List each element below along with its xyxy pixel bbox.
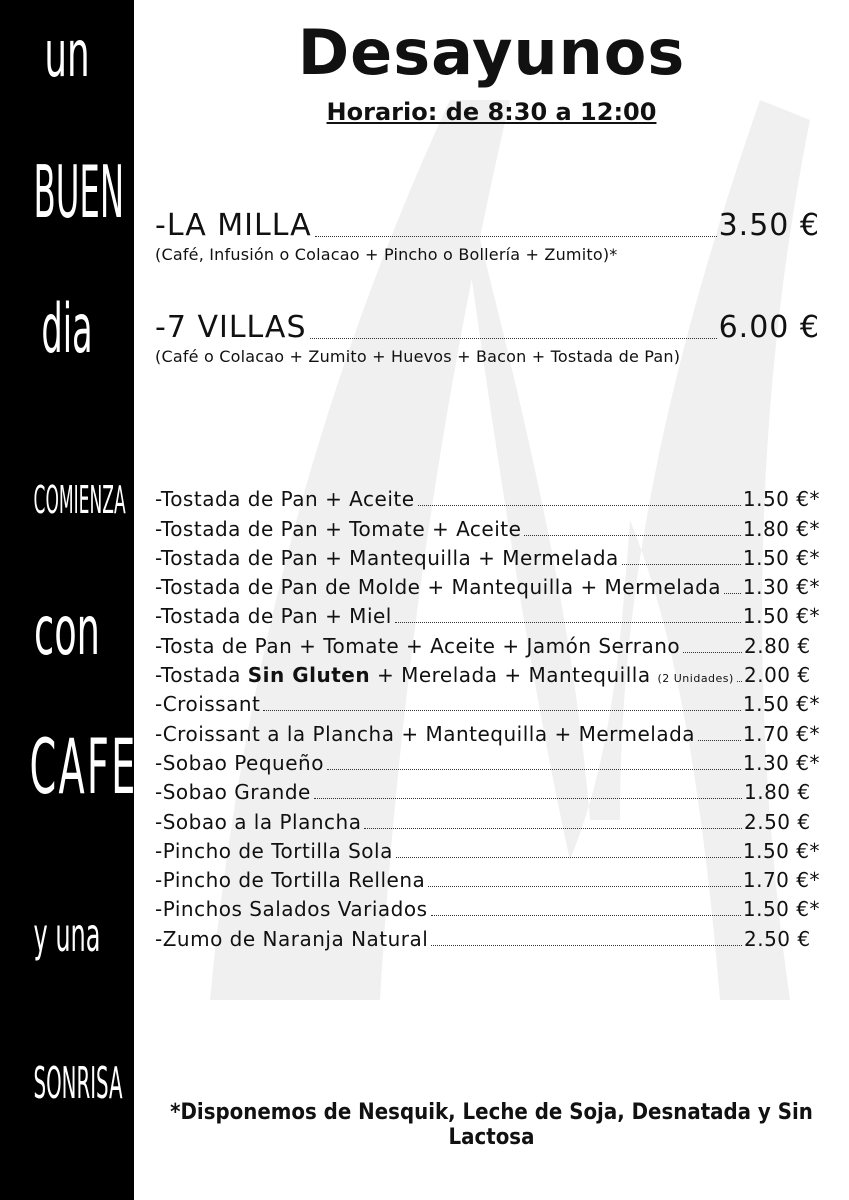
menu-item: [155, 599, 820, 628]
menu-item-name: -Croissant: [155, 692, 261, 717]
dot-leader: [314, 797, 742, 799]
dot-leader: [263, 709, 741, 711]
dot-leader: [431, 914, 741, 916]
featured-item-name: -7 VILLAS: [155, 310, 307, 345]
menu-item-price: 1.70 €*: [742, 868, 820, 893]
featured-item-price: 6.00 €: [718, 310, 820, 345]
menu-item: [155, 482, 820, 511]
featured-item: [155, 208, 820, 264]
menu-item-name: -Tostada de Pan + Aceite: [155, 487, 415, 512]
featured-item-price: 3.50 €: [718, 208, 820, 243]
menu-item: [155, 511, 820, 540]
menu-item-price: 1.80 €: [744, 780, 811, 805]
menu-item-price: 1.30 €*: [742, 750, 820, 775]
menu-item-name: -Tostada de Pan de Molde + Mantequilla + Mermelada: [155, 575, 722, 600]
featured-item-name: -LA MILLA: [155, 208, 312, 243]
menu-item-name: -Sobao a la Plancha: [155, 809, 362, 834]
dot-leader: [683, 651, 742, 653]
menu-item-name: -Pinchos Salados Variados: [155, 897, 428, 922]
menu-item-price: 1.50 €*: [742, 692, 820, 717]
slogan-word-y-una: y una: [33, 908, 101, 962]
menu-item-price: 1.50 €*: [742, 545, 820, 570]
dot-leader: [364, 827, 742, 829]
menu-item-price: 2.80 €: [744, 633, 811, 658]
dot-leader: [315, 235, 717, 237]
dot-leader: [418, 504, 741, 506]
menu-item: [155, 541, 820, 570]
menu-item-name: -Zumo de Naranja Natural: [155, 926, 429, 951]
slogan-word-comienza: COMIENZA: [33, 478, 126, 522]
dot-leader: [431, 944, 742, 946]
menu-item-name: -Croissant a la Plancha + Mantequilla + Mermelada: [155, 721, 696, 746]
menu-item-price: 1.30 €*: [742, 575, 820, 600]
dot-leader: [698, 739, 741, 741]
featured-item-description: (Café, Infusión o Colacao + Pincho o Bollería + Zumito)*: [155, 245, 618, 264]
gluten-free-label: Sin Gluten: [247, 663, 371, 688]
menu-item-price: 1.70 €*: [742, 721, 820, 746]
menu-item: [155, 716, 820, 745]
menu-item-name: -Sobao Pequeño: [155, 750, 324, 775]
menu-item: [155, 892, 820, 921]
slogan-word-buen: BUEN: [33, 150, 125, 234]
dot-leader: [622, 563, 741, 565]
slogan-word-sonrisa: SONRISA: [33, 1058, 123, 1109]
menu-list: [155, 482, 820, 951]
page-title: Desayunos: [297, 16, 686, 89]
dot-leader: [327, 768, 741, 770]
menu-item: [155, 658, 820, 687]
slogan-word-un: un: [44, 18, 90, 92]
menu-item-name: -Tostada de Pan + Mantequilla + Mermelada: [155, 545, 619, 570]
menu-item-name: -Tosta de Pan + Tomate + Aceite + Jamón Serrano: [155, 633, 681, 658]
menu-item: [155, 687, 820, 716]
featured-item: [155, 310, 820, 366]
sidebar-slogan: [0, 0, 138, 1200]
dot-leader: [737, 680, 742, 682]
dot-leader: [310, 337, 717, 339]
slogan-word-cafe: CAFE: [29, 722, 138, 811]
menu-item: [155, 746, 820, 775]
menu-item: [155, 921, 820, 950]
dot-leader: [524, 534, 740, 536]
menu-item: [155, 570, 820, 599]
menu-item-name: -Pincho de Tortilla Sola: [155, 838, 393, 863]
menu-item-price: 1.80 €*: [742, 516, 820, 541]
units-note: (2 Unidades): [657, 672, 734, 686]
menu-item-price: 1.50 €*: [742, 838, 820, 863]
menu-item: [155, 863, 820, 892]
slogan-word-dia: dia: [41, 290, 93, 369]
menu-item-name-part: -Tostada: [155, 663, 248, 688]
menu-item-price: 2.50 €: [744, 926, 811, 951]
menu-item-name: -Sobao Grande: [155, 780, 311, 805]
menu-item-price: 1.50 €*: [742, 487, 820, 512]
featured-item-description: (Café o Colacao + Zumito + Huevos + Bacon + Tostada de Pan): [155, 347, 681, 366]
menu-item-name: [155, 663, 734, 687]
menu-item-name: -Tostada de Pan + Miel: [155, 604, 392, 629]
menu-item-name: -Tostada de Pan + Tomate + Aceite: [155, 516, 522, 541]
menu-item-name: -Pincho de Tortilla Rellena: [155, 868, 426, 893]
menu-item-price: 1.50 €*: [742, 604, 820, 629]
menu-item-price: 1.50 €*: [742, 897, 820, 922]
slogan-word-con: con: [34, 592, 100, 671]
dot-leader: [428, 885, 741, 887]
menu-item: [155, 775, 820, 804]
menu-item: [155, 834, 820, 863]
menu-item: [155, 804, 820, 833]
menu-item-name-part: + Merelada + Mantequilla: [370, 663, 658, 688]
schedule-label: Horario: de 8:30 a 12:00: [326, 98, 657, 126]
dot-leader: [396, 856, 741, 858]
menu-item: [155, 628, 820, 657]
menu-item-price: 2.50 €: [744, 809, 811, 834]
menu-item-price: 2.00 €: [744, 663, 811, 688]
availability-note: *Disponemos de Nesquik, Leche de Soja, Desnatada y Sin Lactosa: [170, 1100, 813, 1150]
dot-leader: [395, 621, 741, 623]
dot-leader: [724, 592, 741, 594]
